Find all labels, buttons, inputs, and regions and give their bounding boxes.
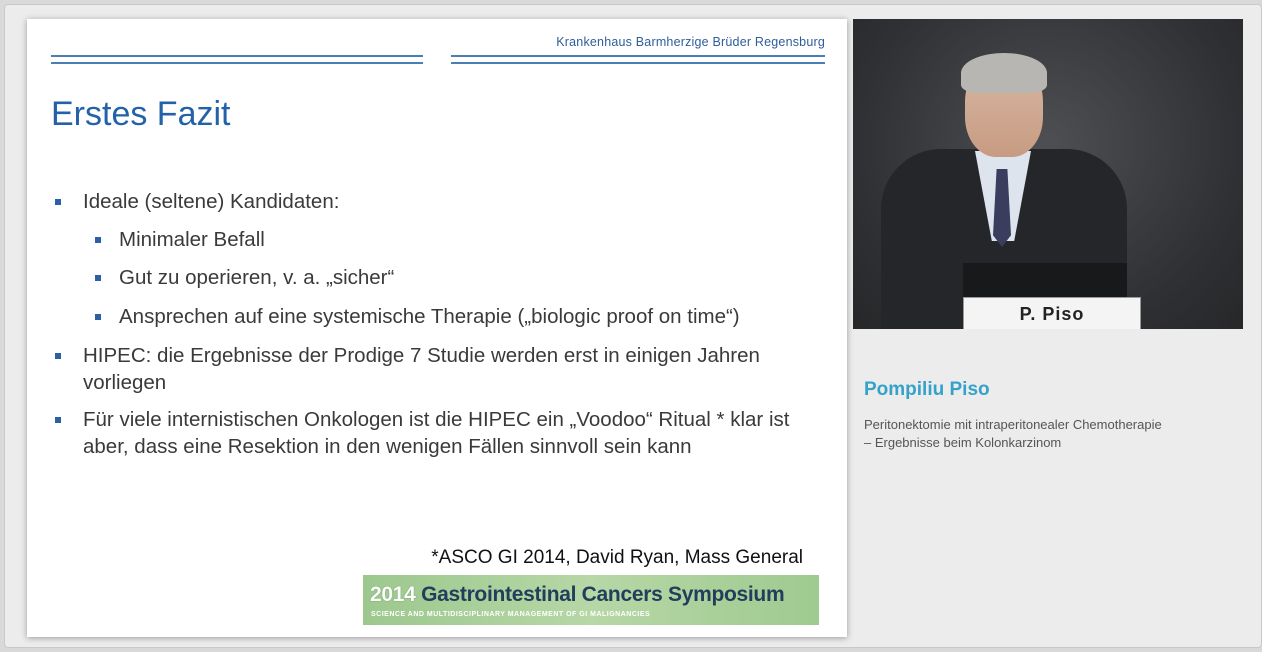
bullet-square-icon (55, 353, 61, 359)
bullet-text: Für viele internistischen Onkologen ist die HIPEC ein „Voodoo“ Ritual * klar ist aber, dass eine Resektion in den wenigen Fällen sinnvoll sein kann (83, 408, 790, 458)
bullet-text: Gut zu operieren, v. a. „sicher“ (119, 266, 395, 289)
nameplate: P. Piso (963, 297, 1141, 329)
speaker-video[interactable] (853, 19, 1243, 329)
header-line-left (51, 55, 423, 64)
talk-title-line: – Ergebnisse beim Kolonkarzinom (864, 435, 1062, 450)
bullet-square-icon (55, 417, 61, 423)
banner-title (370, 583, 784, 607)
talk-title (864, 416, 1234, 452)
organization-label: Krankenhaus Barmherzige Brüder Regensburg (556, 35, 825, 49)
banner-name: Gastrointestinal Cancers Symposium (421, 583, 785, 606)
bullet-square-icon (55, 199, 61, 205)
bullet-text: Minimaler Befall (119, 228, 265, 251)
speaker-name: Pompiliu Piso (864, 379, 990, 400)
symposium-banner (363, 575, 819, 625)
footnote: *ASCO GI 2014, David Ryan, Mass General (431, 547, 803, 568)
bullet-square-icon (95, 275, 101, 281)
presentation-slide (27, 19, 847, 637)
banner-subtitle: SCIENCE AND MULTIDISCIPLINARY MANAGEMENT OF GI MALIGNANCIES (371, 611, 651, 618)
banner-year: 2014 (370, 583, 416, 606)
player-frame (4, 4, 1262, 648)
page-edge (1262, 0, 1268, 652)
bullet-square-icon (95, 237, 101, 243)
bullet-text: Ansprechen auf eine systemische Therapie („biologic proof on time“) (119, 305, 740, 328)
bullet-text: Ideale (seltene) Kandidaten: (83, 190, 340, 213)
bullet-text: HIPEC: die Ergebnisse der Prodige 7 Studie werden erst in einigen Jahren vorliegen (83, 344, 760, 394)
speaker-hair-figure (961, 53, 1047, 93)
slide-title: Erstes Fazit (51, 95, 231, 133)
bullet-square-icon (95, 314, 101, 320)
header-line-right (451, 55, 825, 64)
talk-title-line: Peritonektomie mit intraperitonealer Chemotherapie (864, 417, 1162, 432)
